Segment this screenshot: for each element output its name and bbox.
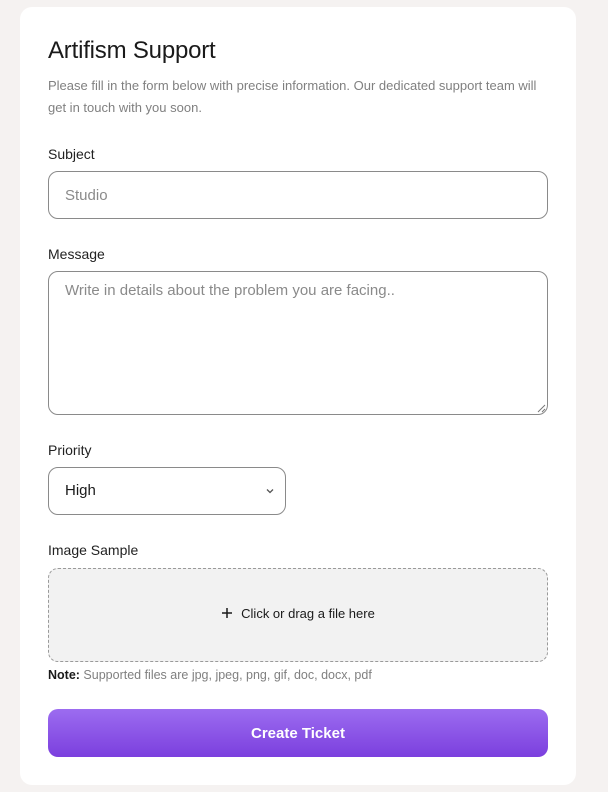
- message-label: Message: [48, 246, 105, 262]
- image-sample-label: Image Sample: [48, 542, 139, 558]
- note-prefix: Note:: [48, 668, 80, 682]
- form-subtitle: Please fill in the form below with precise information. Our dedicated support team will get in touch with you soon.: [48, 78, 537, 115]
- subject-label: Subject: [48, 146, 95, 162]
- priority-selected-value: High: [65, 482, 96, 499]
- message-textarea[interactable]: [48, 271, 548, 415]
- chevron-down-icon: [265, 486, 275, 496]
- supported-files-note: [48, 668, 372, 682]
- dropzone-content: [49, 606, 547, 621]
- plus-icon: [221, 607, 233, 619]
- create-ticket-button[interactable]: Create Ticket: [48, 709, 548, 757]
- dropzone-text: Click or drag a file here: [241, 606, 375, 621]
- form-title: Artifism Support: [48, 37, 216, 64]
- note-text: Supported files are jpg, jpeg, png, gif, doc, docx, pdf: [79, 668, 372, 682]
- file-dropzone[interactable]: [48, 568, 548, 662]
- resize-grip-icon[interactable]: [536, 403, 546, 413]
- priority-select[interactable]: [48, 467, 286, 515]
- priority-label: Priority: [48, 442, 92, 458]
- support-form-card: [20, 7, 576, 785]
- subject-input[interactable]: [48, 171, 548, 219]
